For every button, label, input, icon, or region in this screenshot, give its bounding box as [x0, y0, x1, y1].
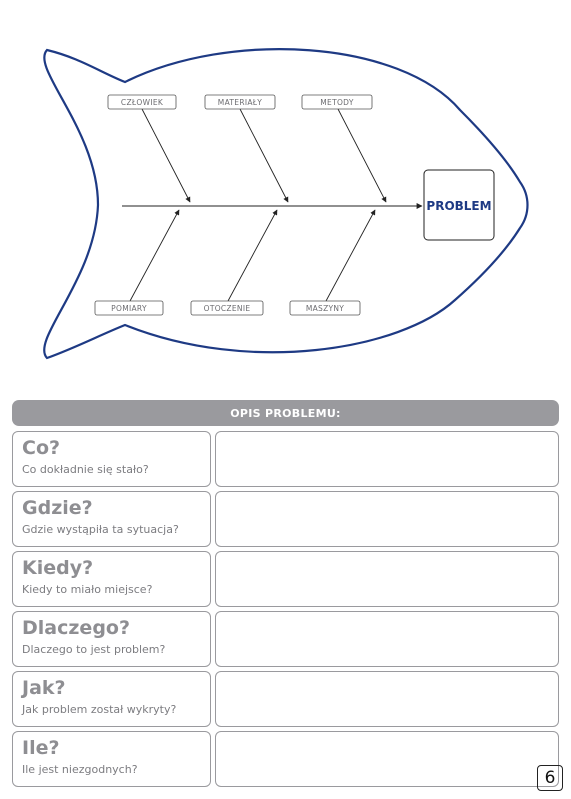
question-cell: [12, 491, 211, 547]
question-title: Dlaczego?: [22, 617, 130, 639]
category-label-maszyny: MASZYNY: [305, 304, 345, 313]
question-title: Co?: [22, 437, 61, 459]
bone-top-3: [338, 109, 386, 202]
table-row-co: [12, 431, 559, 487]
question-cell: [12, 671, 211, 727]
answer-field-ile[interactable]: [215, 731, 559, 787]
bone-top-1: [142, 109, 190, 202]
fishbone-diagram: [0, 0, 571, 380]
question-subtitle: Gdzie wystąpiła ta sytuacja?: [22, 523, 179, 536]
category-label-otoczenie: OTOCZENIE: [203, 304, 251, 313]
answer-field-jak[interactable]: [215, 671, 559, 727]
answer-field-co[interactable]: [215, 431, 559, 487]
bone-bottom-2: [228, 210, 277, 301]
table-row-kiedy: [12, 551, 559, 607]
question-cell: [12, 431, 211, 487]
table-row-jak: [12, 671, 559, 727]
bone-bottom-1: [130, 210, 179, 301]
problem-label: PROBLEM: [426, 199, 492, 213]
question-subtitle: Dlaczego to jest problem?: [22, 643, 166, 656]
question-cell: [12, 611, 211, 667]
question-title: Ile?: [22, 737, 60, 759]
page-number: 6: [537, 765, 563, 791]
question-subtitle: Ile jest niezgodnych?: [22, 763, 138, 776]
question-subtitle: Kiedy to miało miejsce?: [22, 583, 153, 596]
question-title: Gdzie?: [22, 497, 93, 519]
bone-top-2: [240, 109, 288, 202]
category-label-pomiary: POMIARY: [111, 304, 147, 313]
answer-field-dlaczego[interactable]: [215, 611, 559, 667]
category-label-metody: METODY: [320, 98, 354, 107]
question-cell: [12, 731, 211, 787]
question-title: Kiedy?: [22, 557, 94, 579]
problem-description-header: OPIS PROBLEMU:: [12, 400, 559, 426]
table-row-ile: [12, 731, 559, 787]
table-row-gdzie: [12, 491, 559, 547]
question-title: Jak?: [22, 677, 66, 699]
category-label-materialy: MATERIAŁY: [217, 98, 263, 107]
table-row-dlaczego: [12, 611, 559, 667]
answer-field-kiedy[interactable]: [215, 551, 559, 607]
question-cell: [12, 551, 211, 607]
bone-bottom-3: [326, 210, 375, 301]
category-label-czlowiek: CZŁOWIEK: [120, 98, 164, 107]
question-subtitle: Jak problem został wykryty?: [22, 703, 177, 716]
question-subtitle: Co dokładnie się stało?: [22, 463, 149, 476]
answer-field-gdzie[interactable]: [215, 491, 559, 547]
